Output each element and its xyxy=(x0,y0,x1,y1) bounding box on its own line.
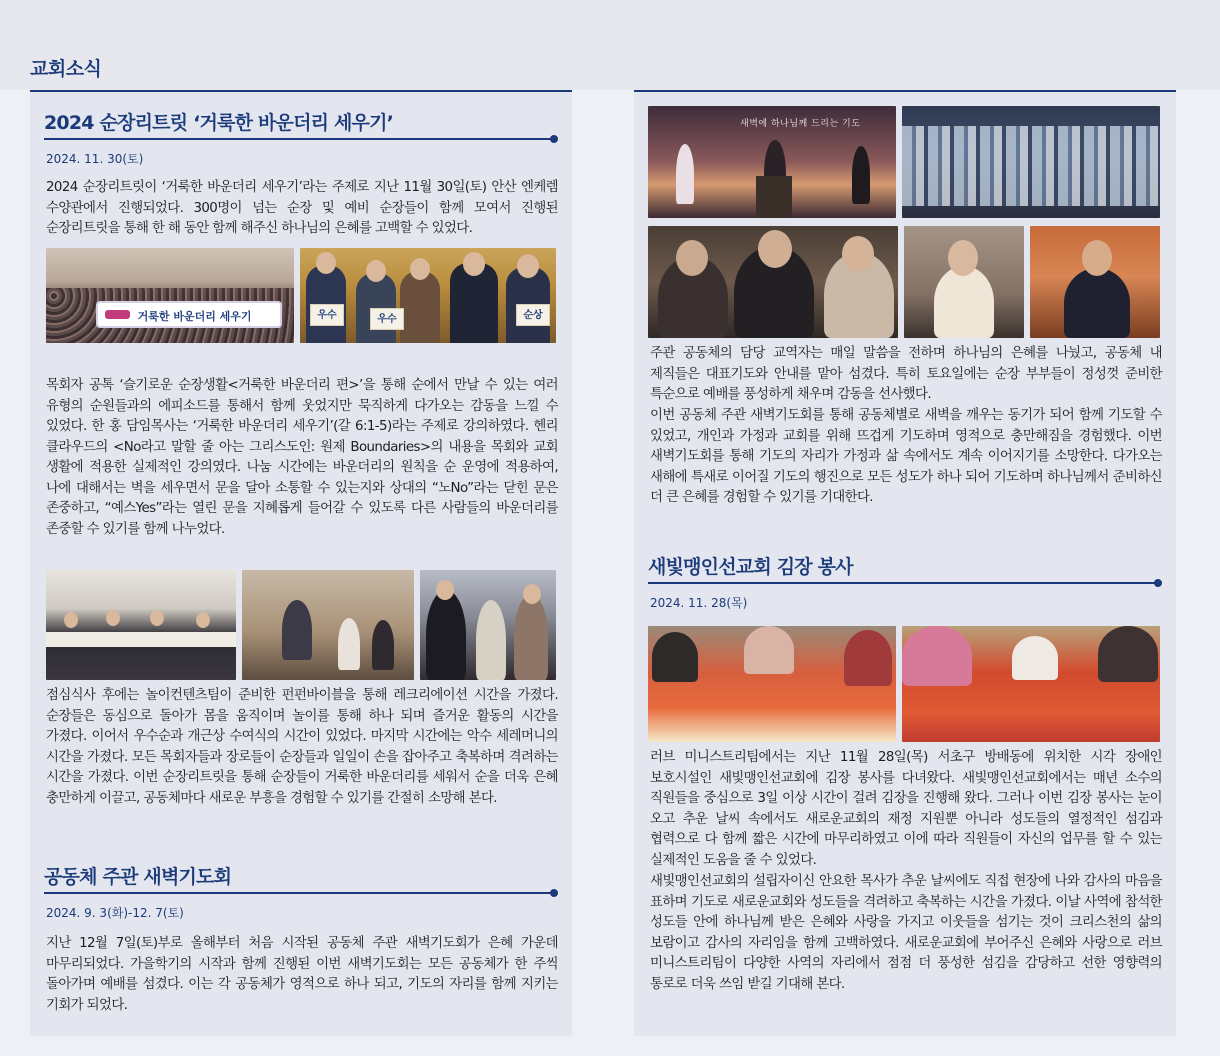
head-shape xyxy=(64,612,78,628)
dawn-prayer-paragraph-3: 이번 공동체 주관 새벽기도회를 통해 공동체별로 새벽을 깨우는 동기가 되어 함께 기도할 수 있었고, 개인과 가정과 교회를 위해 뜨겁게 기도하며 영적으로 충만해짐을 경험했다. 이번 새벽기도회를 통해 기도의 자리가 가정과 삶 속에서도 계속 이어지기를 소망한다. 다가오는 새해에 특새로 이어질 기도의 행진으로 모든 성도가 하나 되어 기도하며 하나님께서 준비하신 더 큰 은혜를 경험할 수 있기를 기대한다. xyxy=(650,408,1162,505)
person-figure xyxy=(514,594,548,680)
retreat-title-rule xyxy=(44,138,554,140)
person-figure xyxy=(744,626,794,674)
retreat-title: 2024 순장리트릿 ‘거룩한 바운더리 세우기’ xyxy=(44,112,394,134)
dawn-photo-worship xyxy=(648,106,896,218)
banner-accent xyxy=(105,310,130,319)
retreat-photo-game xyxy=(46,570,236,680)
head-shape xyxy=(676,240,708,276)
retreat-paragraph-3: 점심식사 후에는 놀이컨텐츠팀이 준비한 펀펀바이블을 통해 레크리에이션 시간을 가졌다. 순장들은 동심으로 돌아가 몸을 움직이며 놀이를 통해 하나 되며 즐거운 활동의 시간을 가졌다. 이어서 우수순과 개근상 수여식의 시간이 있었다. 마지막 시간에는 악수 세레머니의 시간을 가졌다. 모든 목회자들과 장로들이 순장들과 일일이 손을 잡아주고 축복하며 격려하는 시간을 가졌다. 이번 순장리트릿을 통해 순장들이 거룩한 바운더리를 세워서 순을 더욱 은혜 충만하게 이끌고, 공동체마다 새로운 부흥을 경험할 수 있기를 간절히 소망해 본다. xyxy=(46,688,558,806)
kimchi-paragraph-2: 새빛맹인선교회의 설립자이신 안요한 목사가 추운 날씨에도 직접 현장에 나와 감사의 마음을 표하며 기도로 새로운교회와 성도들을 격려하고 축복하는 시간을 가졌다. 이날 사역에 참석한 성도들 안에 하나님께 받은 은혜와 사랑을 가지고 이웃들을 섬기는 것이 크리스천의 삶의 보람이고 감사의 자리임을 함께 고백하였다. 새로운교회에 부어주신 은혜와 사랑으로 러브 미니스트리팀이 다양한 사역의 자리에서 점점 더 풍성한 섬김을 감당하고 선한 영향력의 통로로 더욱 쓰임 받길 기대해 본다. xyxy=(650,874,1162,992)
dawn-prayer-title-rule xyxy=(44,892,554,894)
head-shape xyxy=(523,584,541,604)
kimchi-photo-2 xyxy=(902,626,1160,742)
dawn-photo-preacher xyxy=(1030,226,1160,338)
kimchi-date: 2024. 11. 28(목) xyxy=(650,596,748,610)
retreat-photo-activity xyxy=(242,570,414,680)
person-figure xyxy=(1064,268,1130,338)
head-shape xyxy=(196,612,210,628)
head-shape xyxy=(106,610,120,626)
head-shape xyxy=(150,610,164,626)
dawn-prayer-title: 공동체 주관 새벽기도회 xyxy=(44,866,232,888)
person-figure xyxy=(844,630,892,686)
head-shape xyxy=(436,580,454,600)
retreat-paragraph-2: 목회자 공톡 ‘슬기로운 순장생활<거룩한 바운더리 편>’을 통해 순에서 만날 수 있는 여러 유형의 순원들과의 에피소드를 통해서 함께 웃었지만 묵직하게 다가오는 감동을 느낄 수 있었다. 한 홍 담임목사는 ‘거룩한 바운더리 세우기’(갈 6:1-5)라는 주제로 강의하였다. 헨리 클라우드의 <No라고 말할 줄 아는 그리스도인: 원제 Boundaries>의 내용을 목회와 교회 생활에 적용한 실제적인 강의였다. 나눔 시간에는 바운더리의 원칙을 순 운영에 적용하여, 나에 대해서는 벽을 세우면서 문을 달아 소통할 수 있는지와 상대의 “노No”라는 닫힌 문은 존중하고, “예스Yes”라는 열린 문을 지혜롭게 들어갈 수 있도록 다른 사람들의 바운더리를 존중할 수 있기를 함께 나누었다. xyxy=(46,378,558,537)
person-figure xyxy=(372,620,394,670)
retreat-photo-awards xyxy=(300,248,556,343)
head-shape xyxy=(463,252,485,276)
dawn-photo-congregant xyxy=(904,226,1024,338)
banner-text: 거룩한 바운더리 세우기 xyxy=(137,310,252,324)
person-figure xyxy=(338,618,360,670)
head-shape xyxy=(517,254,539,278)
person-figure xyxy=(852,146,870,204)
award-sign: 우수 xyxy=(370,308,404,330)
head-shape xyxy=(366,260,386,282)
person-figure xyxy=(282,600,312,660)
retreat-paragraph-1: 2024 순장리트릿이 ‘거룩한 바운더리 세우기’라는 주제로 지난 11월 30일(토) 안산 엔케렘 수양관에서 진행되었다. 300명이 넘는 순장 및 예비 순장들이 함께 모여서 진행된 순장리트릿을 통해 한 해 동안 함께 해주신 하나님의 은혜를 고백할 수 있었다. xyxy=(46,180,558,236)
retreat-photo-group xyxy=(46,248,294,343)
right-column xyxy=(634,90,1176,1036)
award-sign: 우수 xyxy=(310,304,344,326)
dawn-photo-audience xyxy=(648,226,898,338)
award-sign: 순상 xyxy=(516,304,550,326)
dawn-prayer-paragraph-1: 지난 12월 7일(토)부로 올해부터 처음 시작된 공동체 주관 새벽기도회가 은혜 가운데 마무리되었다. 가을학기의 시작과 함께 진행된 이번 새벽기도회는 모든 공동체가 한 주씩 돌아가며 예배를 섬겼다. 이는 각 공동체가 영적으로 하나 되고, 기도의 자리를 함께 지키는 기회가 되었다. xyxy=(46,936,558,1013)
choir-rows xyxy=(902,126,1160,206)
retreat-photo-handshake xyxy=(420,570,556,680)
person-figure xyxy=(1098,626,1158,682)
dawn-photo-choir xyxy=(902,106,1160,218)
head-shape xyxy=(316,252,336,274)
head-shape xyxy=(758,230,792,268)
stage-slide-text: 새벽에 하나님께 드리는 기도 xyxy=(740,119,861,129)
person-figure xyxy=(400,271,440,343)
kimchi-title: 새빛맹인선교회 김장 봉사 xyxy=(648,556,853,578)
table-shape xyxy=(46,632,236,647)
person-figure xyxy=(902,626,972,686)
header-band xyxy=(0,0,1220,90)
retreat-date: 2024. 11. 30(토) xyxy=(46,152,144,166)
kimchi-paragraph-1: 러브 미니스트리팀에서는 지난 11월 28일(목) 서초구 방배동에 위치한 시각 장애인 보호시설인 새빛맹인선교회에 김장 봉사를 다녀왔다. 새빛맹인선교회에서는 매년 소수의 직원들을 중심으로 3일 이상 시간이 걸려 김장을 진행해 왔다. 그러나 이번 김장 봉사는 눈이 오고 추운 날씨 속에서도 새로운교회의 재정 지원뿐 아니라 성도들의 열정적인 섬김과 협력으로 다 함께 짧은 시간에 마무리하였고 이에 따라 직원들이 자신의 업무를 할 수 있는 실제적인 도움을 줄 수 있었다. xyxy=(650,750,1162,868)
head-shape xyxy=(948,240,978,276)
person-figure xyxy=(1012,636,1058,680)
section-title: 교회소식 xyxy=(30,58,102,80)
head-shape xyxy=(842,236,874,272)
left-column xyxy=(30,90,572,1036)
dawn-prayer-date: 2024. 9. 3(화)-12. 7(토) xyxy=(46,906,184,920)
kimchi-photo-1 xyxy=(648,626,896,742)
retreat-banner xyxy=(96,301,282,328)
person-figure xyxy=(934,266,994,338)
kimchi-title-rule xyxy=(648,582,1158,584)
pulpit-shape xyxy=(756,176,792,218)
person-figure xyxy=(676,144,694,204)
head-shape xyxy=(410,258,430,280)
dawn-prayer-paragraph-2: 주관 공동체의 담당 교역자는 매일 말씀을 전하며 하나님의 은혜를 나눴고, 공동체 내 제직들은 대표기도와 안내를 맡아 섬겼다. 특히 토요일에는 순장 부부들이 정성껏 준비한 특순으로 예배를 풍성하게 채우며 감동을 선사했다. xyxy=(650,346,1162,402)
person-figure xyxy=(476,600,506,680)
head-shape xyxy=(1082,240,1112,276)
person-figure xyxy=(652,632,698,682)
person-figure xyxy=(426,590,466,680)
